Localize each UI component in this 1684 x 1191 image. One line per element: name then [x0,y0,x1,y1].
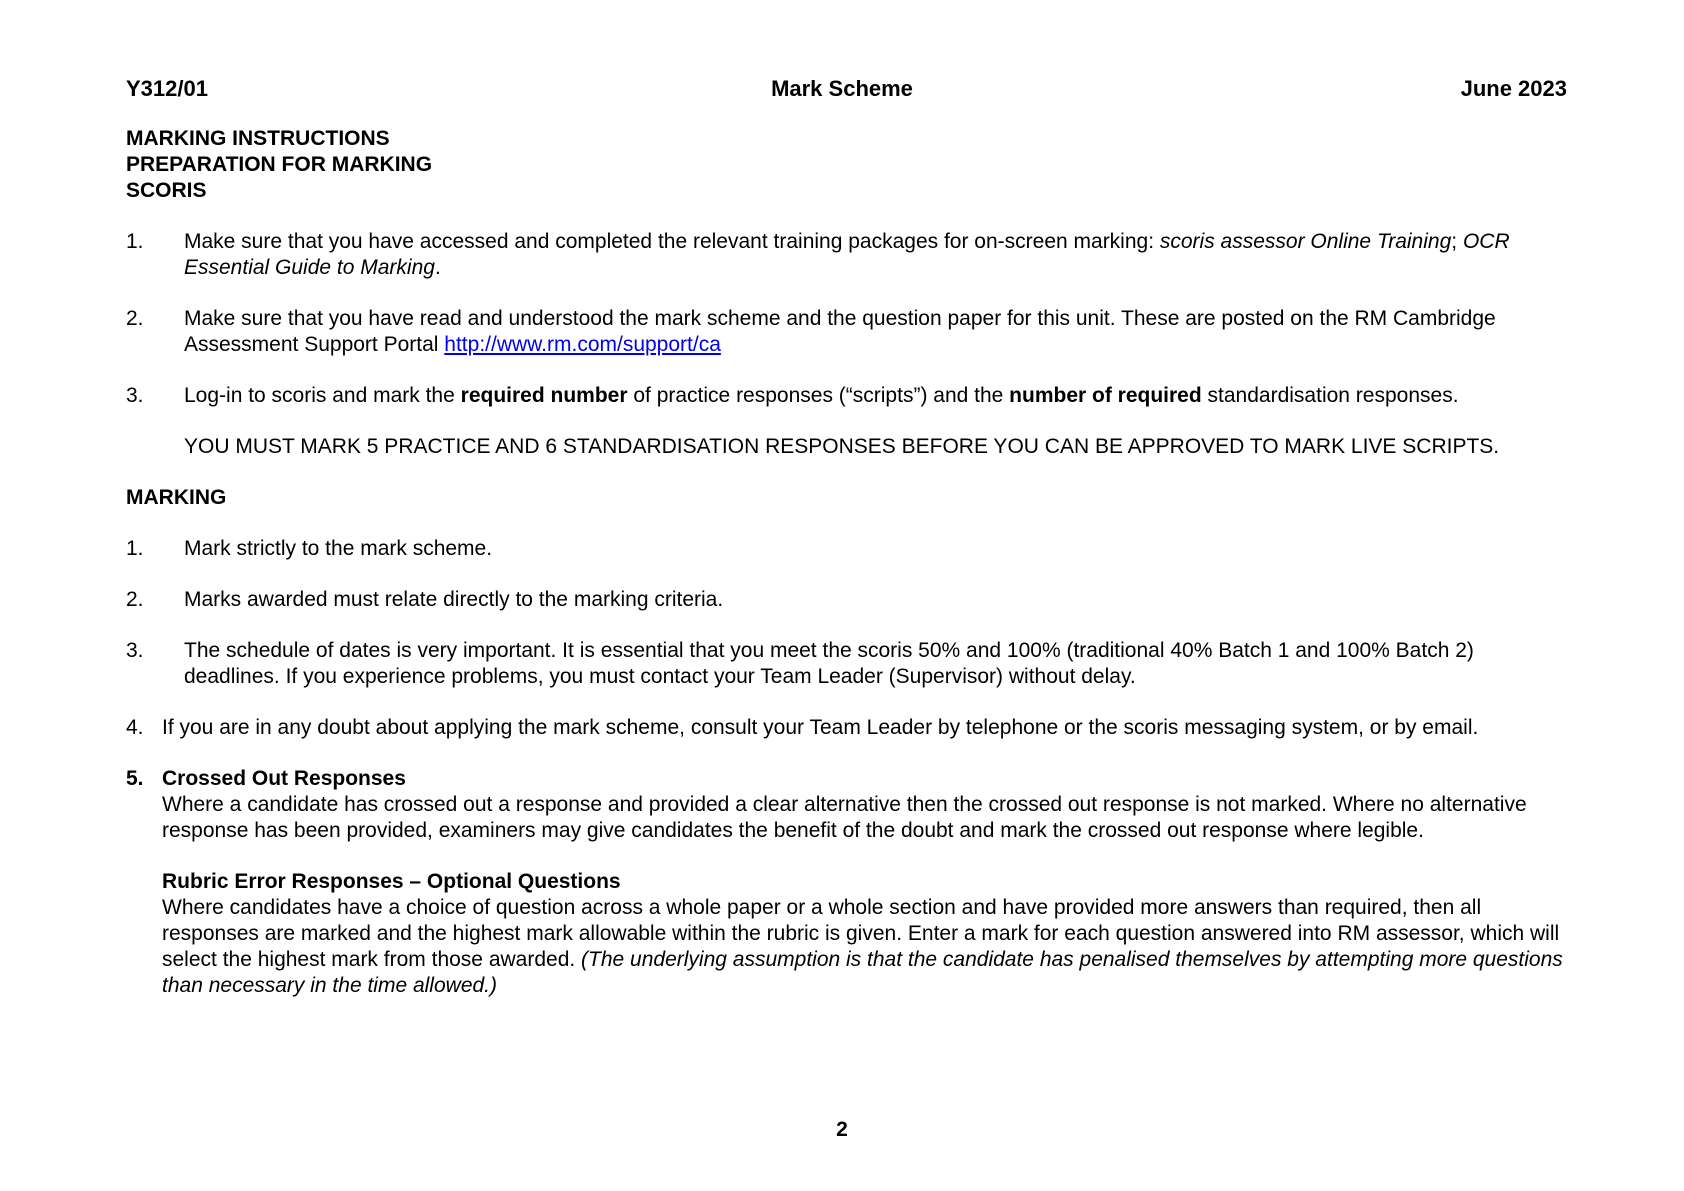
rubric-error-text [162,895,1566,999]
heading-scoris: SCORIS [126,179,207,202]
item-text: Marks awarded must relate directly to the marking criteria. [184,588,724,611]
item-text: Where candidates have a choice of question across a whole paper or a whole section and have provided more answers than required, then all responses are marked and the highest mark allowable within the rubric is given. Enter a mark for each question answered into RM assessor, which will select the highest mark from those awarded. [162,896,1560,971]
list-number: 3. [126,384,144,407]
bold-text: number of required [1009,384,1202,407]
page-number: 2 [836,1118,848,1141]
item-text: . [434,256,441,279]
marking-item-2 [126,587,1566,613]
item-text: If you are in any doubt about applying the mark scheme, consult your Team Leader by telephone or the scoris messaging system, or by email. [162,716,1479,739]
prep-item-3 [126,383,1566,460]
heading-preparation: PREPARATION FOR MARKING [126,153,433,176]
marking-item-5 [126,766,1566,999]
italic-text: OCR Essential Guide to Marking [184,230,1510,279]
italic-text: scoris assessor Online Training [1159,230,1452,253]
marking-item-3 [126,638,1566,690]
prep-item-1 [126,229,1566,281]
document-body [126,126,1566,999]
item-text: Log-in to scoris and mark the [184,384,461,407]
exam-date: June 2023 [1460,76,1567,101]
list-number: 2. [126,307,144,330]
marking-item-1 [126,536,1566,562]
item-text: Make sure that you have accessed and completed the relevant training packages for on-screen marking: [184,230,1160,253]
list-number: 1. [126,230,144,253]
item-text: Mark strictly to the mark scheme. [184,537,493,560]
list-number: 3. [126,639,144,662]
list-number: 2. [126,588,144,611]
approval-note: YOU MUST MARK 5 PRACTICE AND 6 STANDARDISATION RESPONSES BEFORE YOU CAN BE APPROVED TO MARK LIVE SCRIPTS. [184,435,1500,458]
italic-text: (The underlying assumption is that the candidate has penalised themselves by attempting more questions than necessary in the time allowed.) [162,948,1563,997]
item-text: The schedule of dates is very important. It is essential that you meet the scoris 50% and 100% (traditional 40% Batch 1 and 100% Batch 2) deadlines. If you experience problems, you must contact your Team Leader (Supervisor) without delay. [184,639,1474,688]
crossed-out-heading: Crossed Out Responses [162,767,406,790]
heading-marking-instructions: MARKING INSTRUCTIONS [126,127,390,150]
heading-marking: MARKING [126,486,227,509]
prep-item-2 [126,306,1566,358]
document-title: Mark Scheme [771,76,913,101]
list-number: 5. [126,767,144,790]
crossed-out-text: Where a candidate has crossed out a response and provided a clear alternative then the crossed out response is not marked. Where no alternative response has been provided, examiners may give candidates the benefit of the doubt and mark the crossed out response where legible. [162,793,1527,842]
rubric-error-heading: Rubric Error Responses – Optional Questions [162,870,621,893]
paper-code: Y312/01 [126,76,208,101]
item-text: of practice responses (“scripts”) and the [627,384,1010,407]
item-text: ; [1451,230,1463,253]
support-portal-link[interactable]: http://www.rm.com/support/ca [444,333,721,356]
item-text: standardisation responses. [1201,384,1459,407]
list-number: 4. [126,716,144,739]
marking-item-4 [126,715,1566,741]
list-number: 1. [126,537,144,560]
item-text: Make sure that you have read and understood the mark scheme and the question paper for this unit. These are posted on the RM Cambridge Assessment Support Portal [184,307,1496,356]
bold-text: required number [460,384,628,407]
